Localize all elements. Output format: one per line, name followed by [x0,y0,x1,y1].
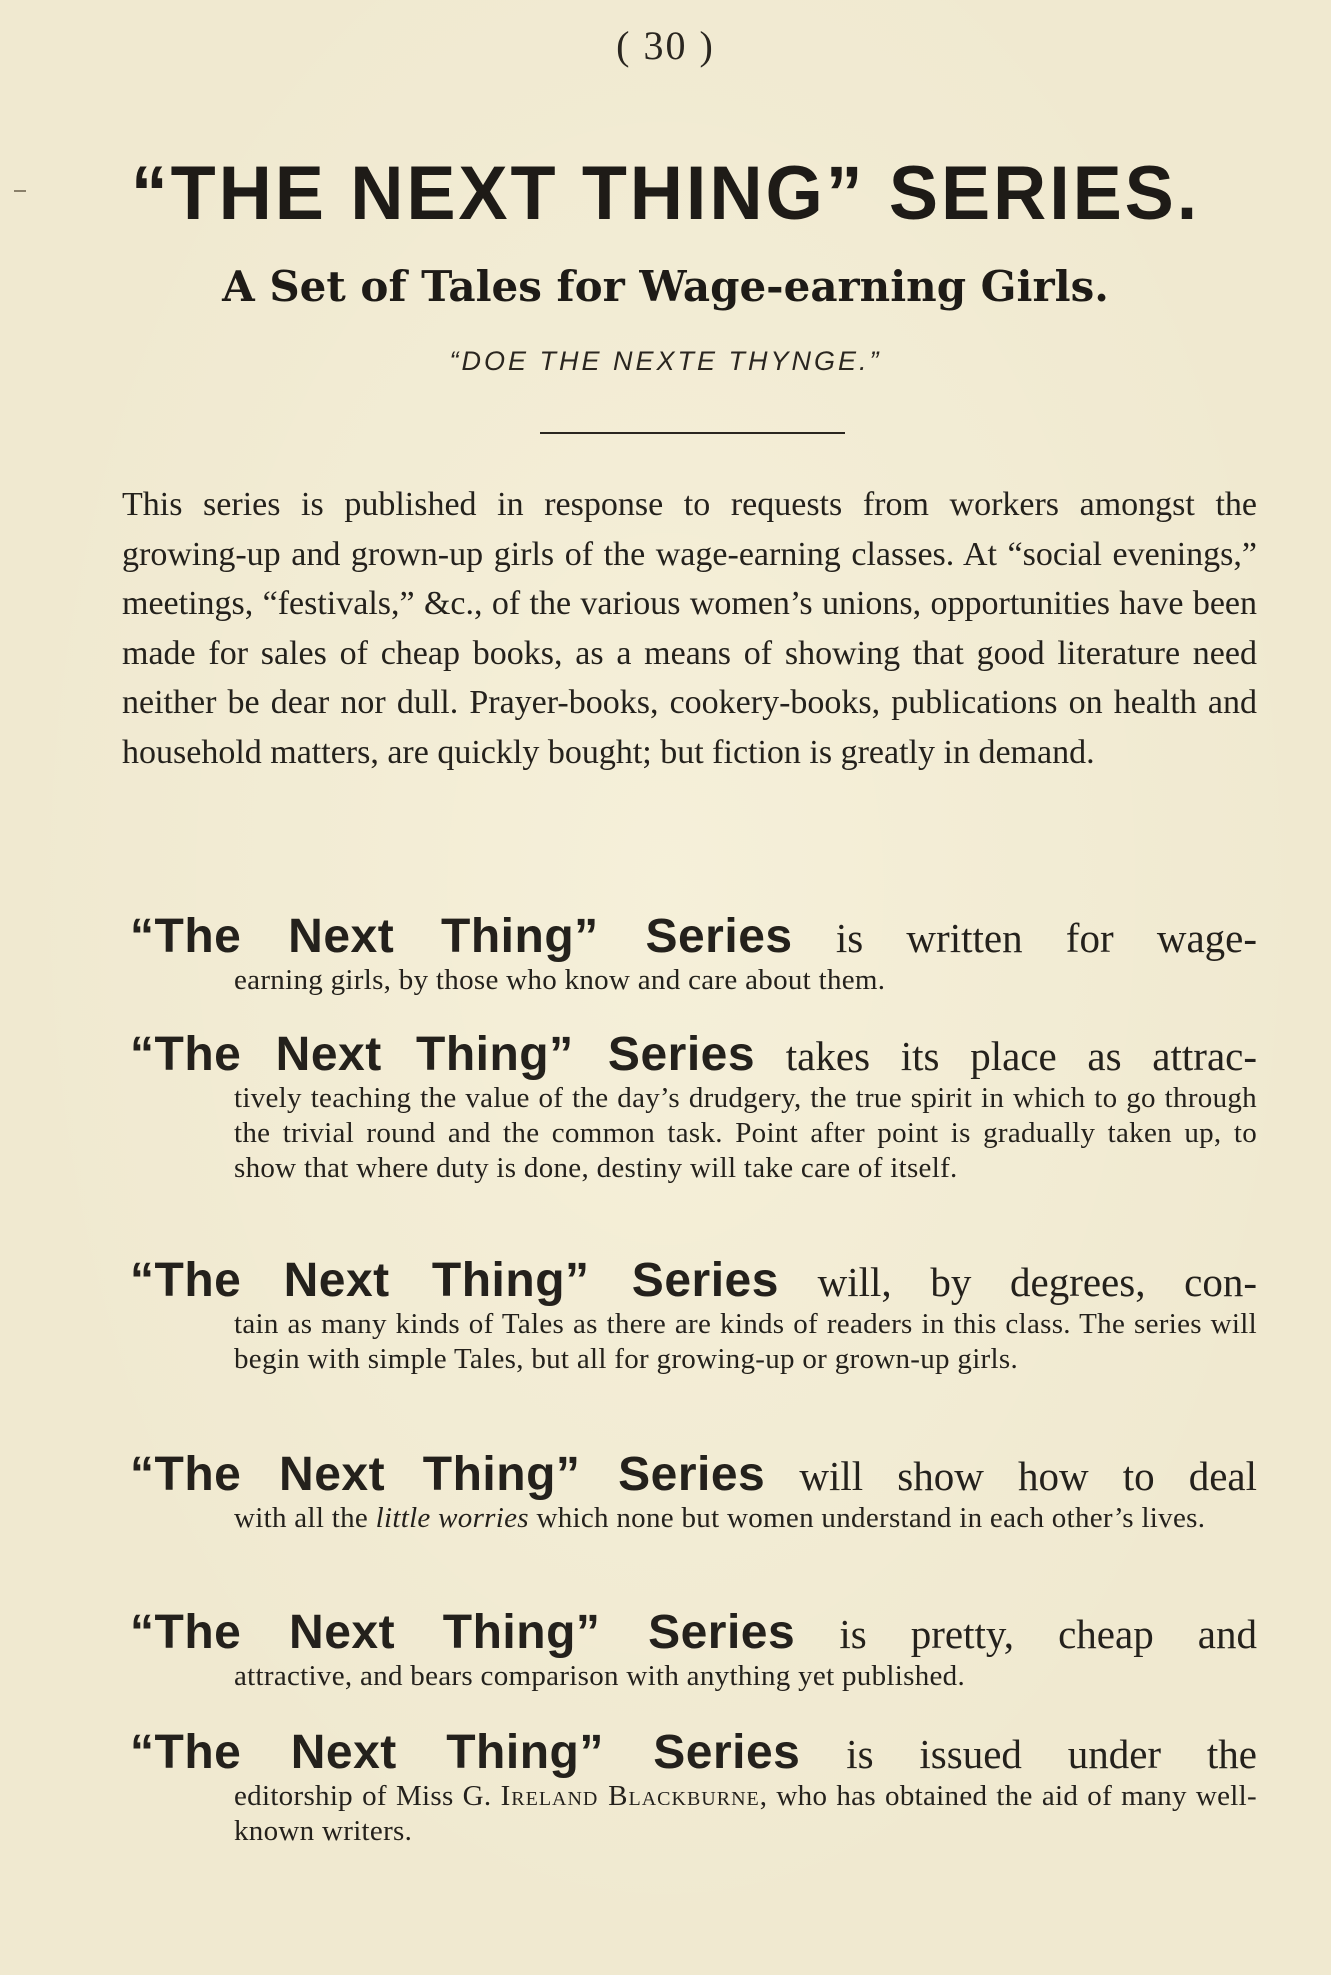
item-lead [130,1608,1257,1659]
item-body: tively teaching the value of the day’s drudgery, the true spirit in which to go through the trivial round and the common task. Point after point is gradually taken up, to show that where duty is done, destiny will take care of itself. [234,1082,1257,1184]
item-body: earning girls, by those who know and care about them. [234,964,886,996]
item-lead [130,1256,1257,1307]
item-lead-text: will show how to deal [799,1453,1258,1499]
page-number: ( 30 ) [616,23,715,68]
item-body [130,1779,1257,1849]
series-item-6 [130,1728,1257,1849]
item-lead [130,912,1257,963]
item-lead-text: will, by degrees, con- [817,1259,1257,1305]
series-item-4 [130,1450,1257,1536]
series-name: “The Next Thing” Series [130,1254,779,1307]
item-body: tain as many kinds of Tales as there are kinds of readers in this class. The series will begin with simple Tales, but all for growing-up or grown-up girls. [234,1308,1257,1375]
intro-paragraph: This series is published in response to requests from workers amongst the growing-up and grown-up girls of the wage-earning classes. At “social evenings,” meetings, “festivals,” &c., of the various women’s unions, opportunities have been made for sales of cheap books, as a means of showing that good literature need neither be dear nor dull. Prayer-books, cookery-books, publications on health and household matters, are quickly bought; but fiction is greatly in demand. [122,486,1257,771]
item-lead-text: is issued under the [846,1731,1258,1777]
series-name: “The Next Thing” Series [130,1028,756,1081]
series-item-2 [130,1030,1257,1186]
item-lead-text: takes its place as attrac- [785,1033,1257,1079]
item-body-emphasis: little worries [375,1502,529,1534]
item-body-text: with all the [234,1502,369,1534]
series-name: “The Next Thing” Series [130,1606,796,1659]
item-body-text: editorship of Miss G. [234,1780,492,1812]
series-name: “The Next Thing” Series [130,1448,766,1501]
series-item-1 [130,912,1257,998]
motto: “DOE THE NEXTE THYNGE.” [449,346,882,376]
item-lead [130,1450,1257,1501]
page-title: “THE NEXT THING” SERIES. [130,151,1201,236]
divider-rule [540,432,845,434]
item-body-text: which none but women understand in each other’s lives. [536,1502,1206,1534]
subtitle: A Set of Tales for Wage-earning Girls. [222,262,1109,311]
series-name: “The Next Thing” Series [130,910,793,963]
item-lead-text: is pretty, cheap and [839,1611,1257,1657]
item-body [130,1501,1257,1536]
item-lead [130,1728,1257,1779]
item-body-text: , who has obtained the aid of many well-known writers. [234,1780,1257,1847]
series-item-3 [130,1256,1257,1377]
item-lead-text: is written for wage- [835,915,1258,961]
item-body: attractive, and bears comparison with anything yet published. [234,1660,966,1692]
item-lead [130,1030,1257,1081]
series-item-5 [130,1608,1257,1694]
series-name: “The Next Thing” Series [130,1726,801,1779]
editor-name: Ireland Blackburne [500,1780,760,1812]
